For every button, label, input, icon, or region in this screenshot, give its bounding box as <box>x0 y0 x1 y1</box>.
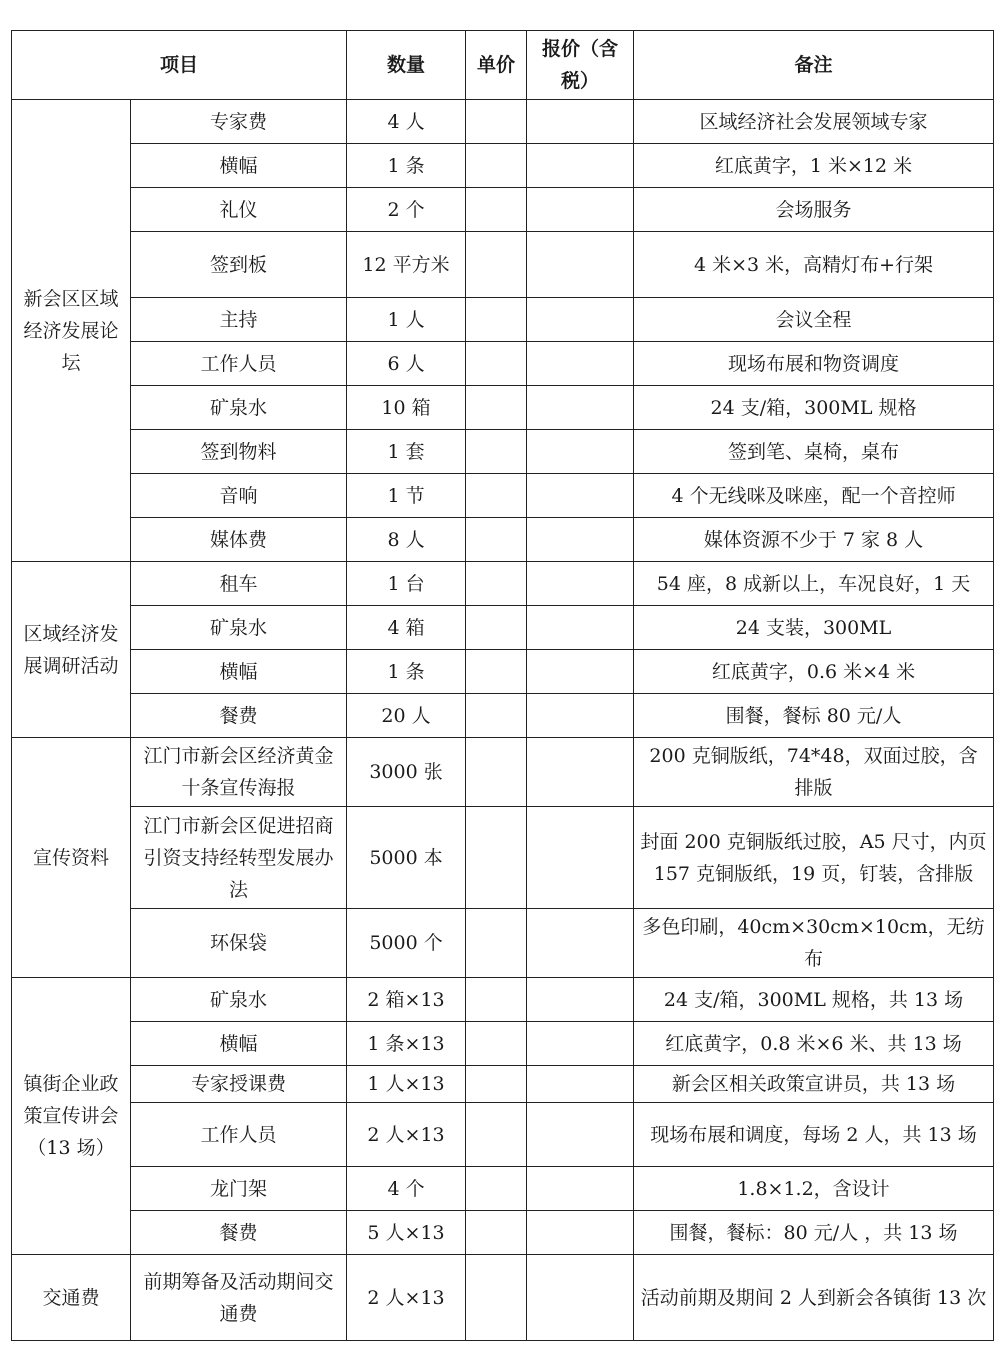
quantity-cell: 2 人×13 <box>347 1255 466 1341</box>
header-row <box>12 31 994 100</box>
quote-cell <box>527 144 634 188</box>
unit-price-cell <box>466 1211 527 1255</box>
unit-price-cell <box>466 518 527 562</box>
note-cell: 红底黄字，1 米×12 米 <box>634 144 994 188</box>
quote-cell <box>527 1066 634 1103</box>
quantity-cell: 10 箱 <box>347 386 466 430</box>
item-name-cell: 矿泉水 <box>131 386 347 430</box>
quantity-cell: 1 条×13 <box>347 1022 466 1066</box>
quantity-cell: 8 人 <box>347 518 466 562</box>
unit-price-cell <box>466 1167 527 1211</box>
note-cell: 4 个无线咪及咪座，配一个音控师 <box>634 474 994 518</box>
note-cell: 签到笔、桌椅，桌布 <box>634 430 994 474</box>
quote-cell <box>527 232 634 298</box>
header-item: 项目 <box>12 31 347 100</box>
note-cell: 4 米×3 米，高精灯布+行架 <box>634 232 994 298</box>
category-cell: 镇街企业政策宣传讲会（13 场） <box>12 978 131 1255</box>
unit-price-cell <box>466 606 527 650</box>
quote-cell <box>527 100 634 144</box>
note-cell: 红底黄字，0.8 米×6 米、共 13 场 <box>634 1022 994 1066</box>
category-cell: 新会区区域经济发展论坛 <box>12 100 131 562</box>
item-name-cell: 工作人员 <box>131 342 347 386</box>
note-cell: 媒体资源不少于 7 家 8 人 <box>634 518 994 562</box>
quantity-cell: 5 人×13 <box>347 1211 466 1255</box>
category-cell: 宣传资料 <box>12 738 131 978</box>
unit-price-cell <box>466 144 527 188</box>
item-name-cell: 江门市新会区经济黄金十条宣传海报 <box>131 738 347 807</box>
note-cell: 围餐，餐标 80 元/人 <box>634 694 994 738</box>
item-name-cell: 矿泉水 <box>131 606 347 650</box>
item-name-cell: 音响 <box>131 474 347 518</box>
quote-cell <box>527 188 634 232</box>
quantity-cell: 2 箱×13 <box>347 978 466 1022</box>
quote-cell <box>527 342 634 386</box>
table-row <box>12 430 994 474</box>
header-quantity: 数量 <box>347 31 466 100</box>
quantity-cell: 5000 本 <box>347 807 466 909</box>
item-name-cell: 餐费 <box>131 1211 347 1255</box>
note-cell: 24 支/箱，300ML 规格 <box>634 386 994 430</box>
item-name-cell: 餐费 <box>131 694 347 738</box>
unit-price-cell <box>466 1103 527 1167</box>
quantity-cell: 3000 张 <box>347 738 466 807</box>
table-row <box>12 909 994 978</box>
quote-cell <box>527 474 634 518</box>
unit-price-cell <box>466 1022 527 1066</box>
table-row <box>12 562 994 606</box>
quantity-cell: 1 条 <box>347 650 466 694</box>
quote-cell <box>527 1255 634 1341</box>
table-row <box>12 606 994 650</box>
unit-price-cell <box>466 188 527 232</box>
item-name-cell: 签到物料 <box>131 430 347 474</box>
note-cell: 围餐，餐标：80 元/人 ，共 13 场 <box>634 1211 994 1255</box>
quote-cell <box>527 1167 634 1211</box>
item-name-cell: 横幅 <box>131 1022 347 1066</box>
table-row <box>12 650 994 694</box>
item-name-cell: 横幅 <box>131 650 347 694</box>
header-note: 备注 <box>634 31 994 100</box>
table-row <box>12 232 994 298</box>
quantity-cell: 1 台 <box>347 562 466 606</box>
note-cell: 新会区相关政策宣讲员，共 13 场 <box>634 1066 994 1103</box>
quote-cell <box>527 298 634 342</box>
quote-cell <box>527 978 634 1022</box>
unit-price-cell <box>466 100 527 144</box>
note-cell: 多色印刷，40cm×30cm×10cm，无纺布 <box>634 909 994 978</box>
unit-price-cell <box>466 1255 527 1341</box>
item-name-cell: 工作人员 <box>131 1103 347 1167</box>
quantity-cell: 2 人×13 <box>347 1103 466 1167</box>
quote-cell <box>527 1103 634 1167</box>
unit-price-cell <box>466 738 527 807</box>
table-row <box>12 342 994 386</box>
item-name-cell: 横幅 <box>131 144 347 188</box>
quantity-cell: 1 节 <box>347 474 466 518</box>
header-unit-price: 单价 <box>466 31 527 100</box>
unit-price-cell <box>466 430 527 474</box>
item-name-cell: 媒体费 <box>131 518 347 562</box>
note-cell: 24 支装，300ML <box>634 606 994 650</box>
table-row <box>12 1066 994 1103</box>
quote-cell <box>527 562 634 606</box>
note-cell: 24 支/箱，300ML 规格，共 13 场 <box>634 978 994 1022</box>
quote-table <box>11 30 994 1341</box>
note-cell: 54 座，8 成新以上，车况良好，1 天 <box>634 562 994 606</box>
table-row <box>12 100 994 144</box>
quote-cell <box>527 606 634 650</box>
table-row <box>12 144 994 188</box>
quote-cell <box>527 738 634 807</box>
quantity-cell: 4 人 <box>347 100 466 144</box>
note-cell: 区域经济社会发展领域专家 <box>634 100 994 144</box>
table-body <box>12 100 994 1341</box>
note-cell: 现场布展和调度，每场 2 人，共 13 场 <box>634 1103 994 1167</box>
quote-cell <box>527 694 634 738</box>
quote-cell <box>527 386 634 430</box>
note-cell: 现场布展和物资调度 <box>634 342 994 386</box>
quantity-cell: 5000 个 <box>347 909 466 978</box>
unit-price-cell <box>466 909 527 978</box>
table-row <box>12 694 994 738</box>
table-row <box>12 807 994 909</box>
note-cell: 会议全程 <box>634 298 994 342</box>
category-cell: 区域经济发展调研活动 <box>12 562 131 738</box>
quantity-cell: 1 人 <box>347 298 466 342</box>
item-name-cell: 专家授课费 <box>131 1066 347 1103</box>
item-name-cell: 主持 <box>131 298 347 342</box>
unit-price-cell <box>466 342 527 386</box>
note-cell: 会场服务 <box>634 188 994 232</box>
item-name-cell: 签到板 <box>131 232 347 298</box>
quote-cell <box>527 518 634 562</box>
note-cell: 封面 200 克铜版纸过胶，A5 尺寸，内页 157 克铜版纸，19 页，钉装，含排版 <box>634 807 994 909</box>
table-row <box>12 1103 994 1167</box>
item-name-cell: 专家费 <box>131 100 347 144</box>
quantity-cell: 1 人×13 <box>347 1066 466 1103</box>
note-cell: 红底黄字，0.6 米×4 米 <box>634 650 994 694</box>
quote-cell <box>527 650 634 694</box>
table-row <box>12 1255 994 1341</box>
table-row <box>12 738 994 807</box>
note-cell: 活动前期及期间 2 人到新会各镇街 13 次 <box>634 1255 994 1341</box>
table-row <box>12 188 994 232</box>
unit-price-cell <box>466 298 527 342</box>
table-row <box>12 1211 994 1255</box>
unit-price-cell <box>466 1066 527 1103</box>
item-name-cell: 前期筹备及活动期间交通费 <box>131 1255 347 1341</box>
table-row <box>12 298 994 342</box>
table-row <box>12 474 994 518</box>
quantity-cell: 1 套 <box>347 430 466 474</box>
note-cell: 200 克铜版纸，74*48，双面过胶，含排版 <box>634 738 994 807</box>
quantity-cell: 20 人 <box>347 694 466 738</box>
table-row <box>12 1167 994 1211</box>
unit-price-cell <box>466 232 527 298</box>
item-name-cell: 租车 <box>131 562 347 606</box>
unit-price-cell <box>466 694 527 738</box>
quantity-cell: 2 个 <box>347 188 466 232</box>
item-name-cell: 龙门架 <box>131 1167 347 1211</box>
quote-cell <box>527 909 634 978</box>
item-name-cell: 江门市新会区促进招商引资支持经转型发展办法 <box>131 807 347 909</box>
quantity-cell: 4 箱 <box>347 606 466 650</box>
table-row <box>12 1022 994 1066</box>
unit-price-cell <box>466 562 527 606</box>
item-name-cell: 矿泉水 <box>131 978 347 1022</box>
quote-cell <box>527 1211 634 1255</box>
quantity-cell: 1 条 <box>347 144 466 188</box>
item-name-cell: 礼仪 <box>131 188 347 232</box>
unit-price-cell <box>466 386 527 430</box>
note-cell: 1.8×1.2，含设计 <box>634 1167 994 1211</box>
table-row <box>12 518 994 562</box>
unit-price-cell <box>466 650 527 694</box>
unit-price-cell <box>466 474 527 518</box>
quote-cell <box>527 1022 634 1066</box>
quote-cell <box>527 430 634 474</box>
quote-cell <box>527 807 634 909</box>
quantity-cell: 6 人 <box>347 342 466 386</box>
category-cell: 交通费 <box>12 1255 131 1341</box>
header-quote: 报价（含税） <box>527 31 634 100</box>
table-row <box>12 978 994 1022</box>
quantity-cell: 4 个 <box>347 1167 466 1211</box>
table-row <box>12 386 994 430</box>
unit-price-cell <box>466 807 527 909</box>
unit-price-cell <box>466 978 527 1022</box>
quantity-cell: 12 平方米 <box>347 232 466 298</box>
item-name-cell: 环保袋 <box>131 909 347 978</box>
